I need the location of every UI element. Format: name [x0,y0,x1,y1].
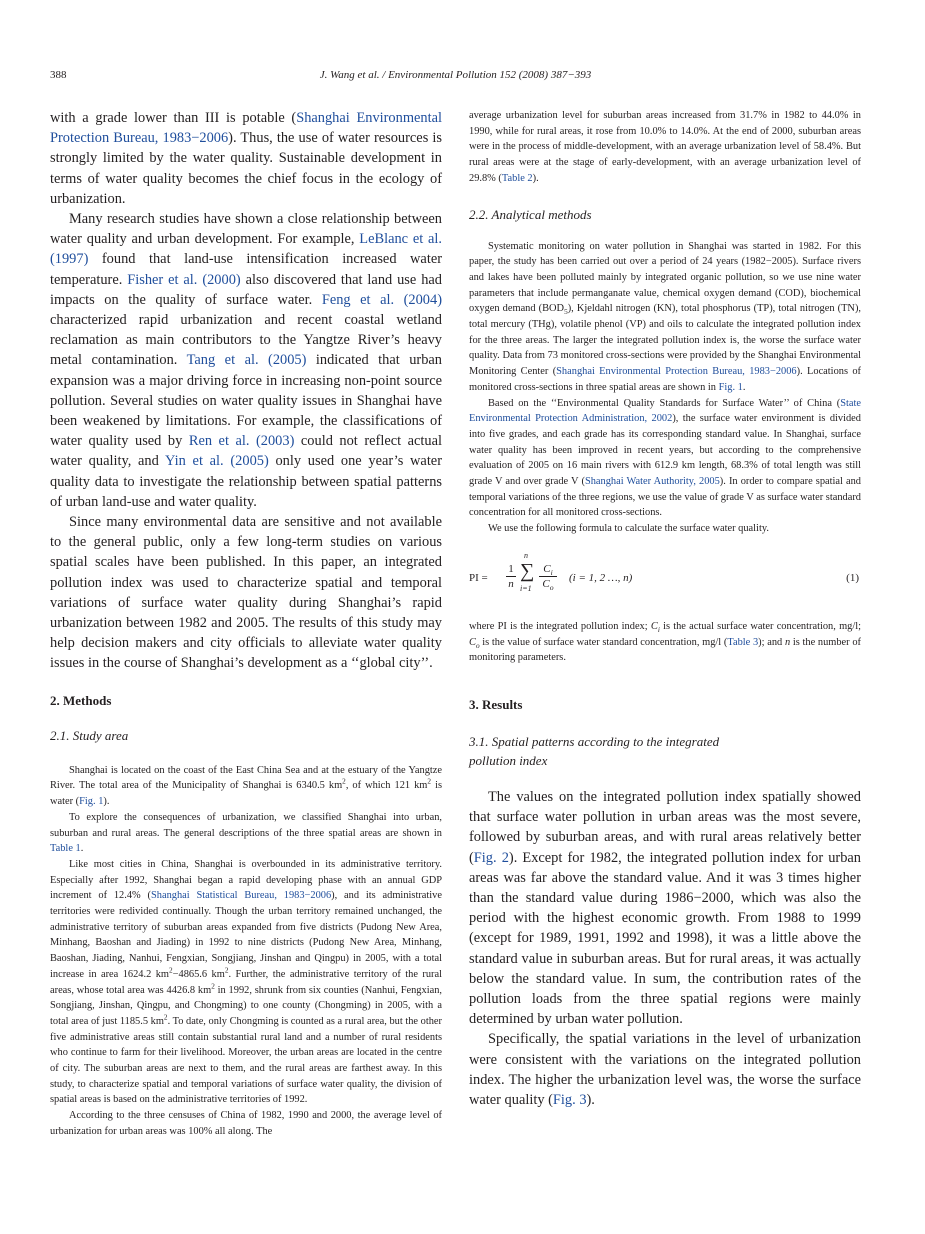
sum-lower-limit: i=1 [520,583,532,593]
section-heading-results: 3. Results [469,696,523,712]
ref-link[interactable]: LeBlanc et al. (1997) [50,231,442,268]
figure-link[interactable]: Fig. 2 [473,849,509,866]
formula-condition: (i = 1, 2 …, n) [569,571,633,584]
equation-1 [469,551,861,609]
subsection-heading-spatial: 3.1. Spatial patterns according to the integrated pollution index [469,733,720,768]
page-number: 388 [50,69,67,81]
right-column [469,108,861,1110]
paragraph-analytical-1: Systematic monitoring on water pollution in Shanghai was started in 1982. For this paper, the study has been carried out over a period of 24 years (1982−2005). Surface rivers and lakes have been polluted mainly by integrated organic pollution, so we use nine water parameters that include permanganate value, chemical oxygen demand (COD), biochemical oxygen demand $(BOD_5)$, Kjeldahl nitrogen (KN), total phosphorus (TP), total nitrogen (TN), total mercury (THg), volatile phenol (VP) and oils to calculate the integrated pollution index for the three areas. The larger the integrated pollution index is, the worse the surface water quality. Data from 73 monitored cross-sections were provided by the Shanghai Environmental Monitoring Center (Shanghai Environmental Protection Bureau, 1983−2006). Locations of monitored cross-sections in three spatial areas are shown in Fig. 1. [469,240,861,393]
paragraph-intro-3: Since many environmental data are sensitive and not available to the general public, only a few long-term studies on various spatial scales have been published. In this paper, an integrated pollution index was used to characterize spatial and temporal variations of surface water quality during Shanghai’s rapid urbanization between 1982 and 2005. The results of this study may help decision makers and city officials to alleviate water quality issues in the course of Shanghai’s development as a ‘‘global city’’. [50,514,442,672]
formula-lhs: PI = [469,571,488,584]
paragraph-intro-1: with a grade lower than III is potable (Shanghai Environmental Protection Bureau, 1983−2006). Thus, the use of water resources is strongly limited by the water quality. Sustainable development in terms of water quality becomes the chief focus in the ecology of urbanization. [50,110,442,207]
left-column [50,108,442,1140]
table-link[interactable]: Table 2 [501,172,533,184]
formula-fraction-ci-co: $C_i$ $C_o$ [539,563,557,592]
paragraph-intro-2: Many research studies have shown a close relationship between water quality and urban development. For example, LeBlanc et al. (1997) found that land-use intensification increased water temperature. Fisher et al. (2000) also discovered that land use had impacts on the quality of surface water. Feng et al. (2004) characterized rapid urbanization and recent coastal wetland reclamation as main contributors to the Yangtze River’s heavy metal contamination. Tang et al. (2005) indicated that urban expansion was a major driving force in increasing non-point source pollution. Several studies on water quality issues in Shanghai have been weakened by limitations. For example, the classifications of water quality used by Ren et al. (2003) could not reflect actual water quality, and Yin et al. (2005) only used one year’s water quality data to investigate the relationship between spatial patterns of urban land-use and water quality. [50,211,442,510]
sum-upper-limit: n [524,550,528,560]
paragraph-study-area-4: According to the three censuses of China of 1982, 1990 and 2000, the average level of urbanization for urban areas was 100% all along. The [50,1110,442,1137]
paragraph-study-area-3: Like most cities in China, Shanghai is overbounded in its administrative territory. Especially after 1992, Shanghai began a rapid developing phase with an annual GDP increment of 12.4% (Shanghai Statistical Bureau, 1983−2006), and its administrative territories were redivided continually. Though the urban territory remained unchanged, the administrative territory of suburban areas expanded from five districts (Pudong New Area, Minhang, Baoshan and Jiading) in 1992 to nine districts (Pudong New Area, Minhang, Baoshan, Jiading, Nanhui, Fengxian, Songjiang, Jinshan and Qingpu) in 2005, with a total increase in area 1624.2 $km^2-4865.6$ $km^2$. Further, the administrative territory of the rural areas, whose total area was 4426.8 $km^2$ in 1992, shrunk from six counties (Nanhui, Fengxian, Songjiang, Jinshan, Qingpu, and Chongming) to one county (Chongming) in 2005, with a total area of just 1185.5 $km^2$. To date, only Chongming is counted as a rural area, but the other five administrative areas still contain substantial rural land and a number of rural residents who continue to farm for their livelihood. Moreover, the urban areas are located in the centre of city. The suburban areas are next to them, and the rural areas are farthest away. In this study, to characterize spatial and temporal variations of surface water quality, the division of spatial areas is based on the administrative territories of 1992. [50,858,443,1106]
figure-link[interactable]: Fig. 1 [79,796,104,808]
paragraph-study-area-1: Shanghai is located on the coast of the East China Sea and at the estuary of the Yangtze River. The total area of the Municipality of Shanghai is 6340.5 $km^2$, of which 121 $km^2$ is water (Fig. 1). [50,764,442,808]
paragraph-study-area-2: To explore the consequences of urbanization, we classified Shanghai into urban, suburban and rural areas. The general descriptions of the three spatial areas are shown in Table 1. [50,811,442,855]
formula-fraction-one: 1 n [506,563,516,592]
section-heading-methods: 2. Methods [50,692,112,708]
paragraph-results-1: The values on the integrated pollution index spatially showed that surface water pollution in urban areas was the most severe, followed by suburban areas, and with rural areas relatively better (Fig. 2). Except for 1982, the integrated pollution index for urban areas was far above the standard value. And it was 3 times higher than the standard value during 1986−2000, which was also the period with the highest economic growth. From 1988 to 1999 (except for 1989, 1991, 1992 and 1998), it was a little above the standard value in suburban areas. But for rural areas, it was actually below the standard value. In sum, the contribution rates of the pollution loads from the three spatial regions were mainly determined by urban water pollution. [469,788,862,1028]
ref-link[interactable]: Shanghai Environmental Protection Bureau, 1983−2006 [556,366,797,378]
figure-link[interactable]: Fig. 1 [718,381,743,393]
table-link[interactable]: Table 3 [727,636,759,648]
paragraph-analytical-3: We use the following formula to calculate the surface water quality. [488,523,769,535]
ref-link[interactable]: Shanghai Environmental Protection Bureau, 1983−2006 [50,110,442,147]
ref-link[interactable]: Tang et al. (2005) [186,352,307,369]
figure-link[interactable]: Fig. 3 [552,1092,587,1109]
paragraph-analytical-2: Based on the ‘‘Environmental Quality Standards for Surface Water’’ of China (State Environmental Protection Administration, 2002), the surface water environment is divided into five grades, and each grade has its corresponding standard value. In Shanghai, surface water quality has been improved in recent years, but according to the comprehensive evaluation of 2005 on 16 main rivers with 612.9 km length, 68.3% of total length was still grade V and over grade V (Shanghai Water Authority, 2005). In order to compare spatial and temporal variations of the three regions, we use the value of grade V as surface water standard concentration for all monitored cross-sections. [469,397,862,519]
ref-link[interactable]: Fisher et al. (2000) [127,271,241,288]
ref-link[interactable]: Yin et al. (2005) [165,453,269,470]
ref-link[interactable]: Feng et al. (2004) [321,291,442,308]
subsection-heading-study-area: 2.1. Study area [50,727,129,743]
sigma-symbol: ∑ [520,559,535,582]
paragraph-urbanization: average urbanization level for suburban areas increased from 31.7% in 1982 to 44.0% in 1990, while for rural areas, it rose from 10.0% to 14.0%. At the end of 2000, suburban areas were in the process of middle-development, with an average urbanization level of 58.4%. But rural areas were at the stage of early-development, with an average urbanization level of 29.8% (Table 2). [469,110,861,184]
subsection-heading-analytical: 2.2. Analytical methods [469,206,592,222]
ref-link[interactable]: Shanghai Water Authority, 2005 [584,476,720,488]
paragraph-formula-explanation: where PI is the integrated pollution index; $C_i$ is the actual surface water concentration, mg/l; $C_o$ is the value of surface water standard concentration, mg/l (Table 3); and n is the number of monitoring parameters. [469,620,862,664]
equation-number: (1) [846,571,859,584]
ref-link[interactable]: State Environmental Protection Administration, 2002 [469,397,861,425]
ref-link[interactable]: Ren et al. (2003) [188,433,295,450]
paragraph-results-2: Specifically, the spatial variations in the level of urbanization were consistent with the variations on the integrated pollution index. The higher the urbanization level was, the worse the surface water quality (Fig. 3). [469,1031,861,1109]
ref-link[interactable]: Shanghai Statistical Bureau, 1983−2006 [151,890,332,902]
table-link[interactable]: Table 1 [50,843,81,855]
running-title: J. Wang et al. / Environmental Pollution 152 (2008) 387−393 [319,69,592,81]
page-header [50,69,861,89]
